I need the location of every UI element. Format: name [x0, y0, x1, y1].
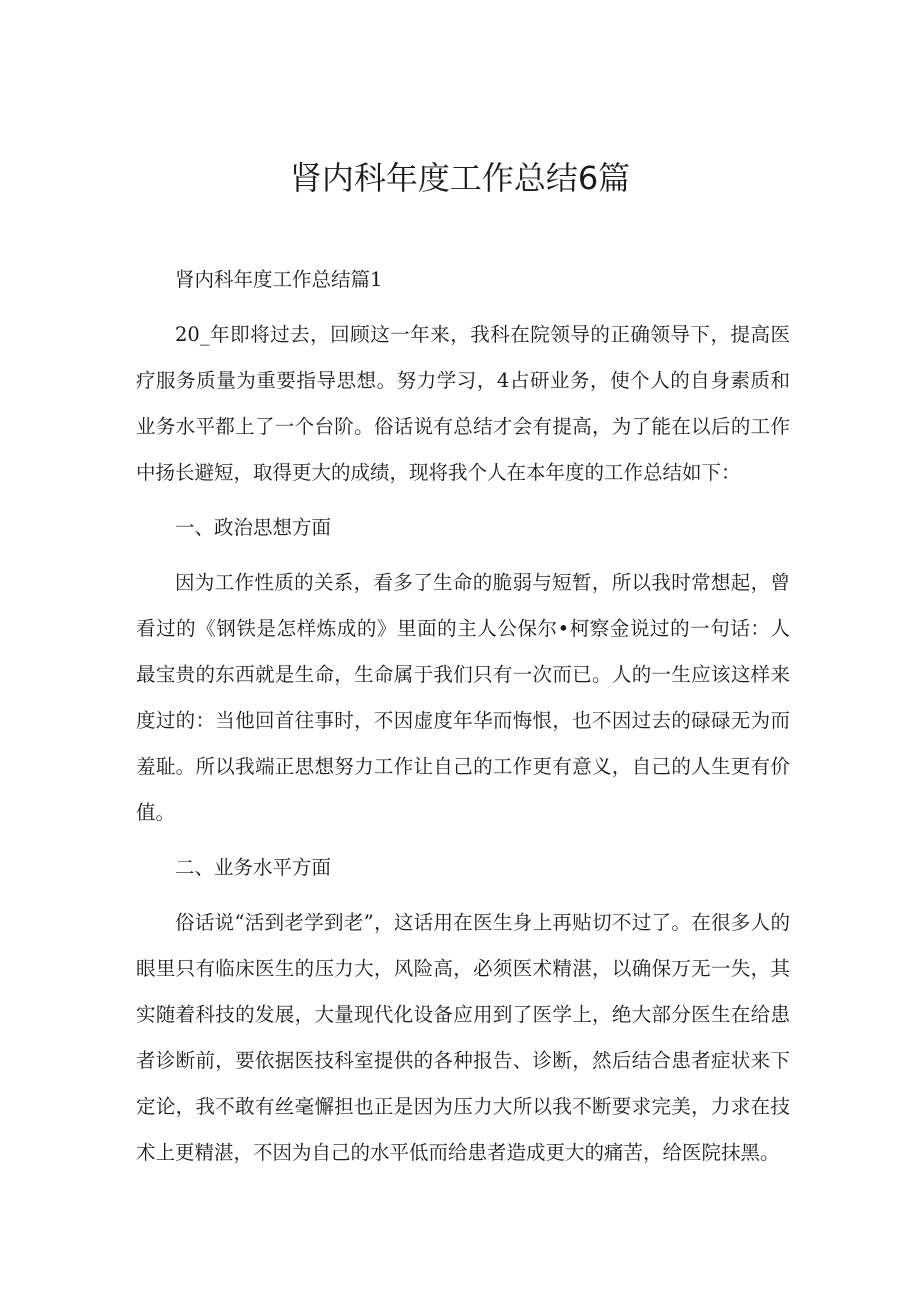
section-body-professional: 俗话说“活到老学到老”，这话用在医生身上再贴切不过了。在很多人的眼里只有临床医生的压力大，风险高，必须医术精湛，以确保万无一失，其实随着科技的发展，大量现代化设备应用到了医学上，绝大部分医生在给患者诊断前，要依据医技科室提供的各种报告、诊断，然后结合患者症状来下定论，我不敢有丝毫懈担也正是因为压力大所以我不断要求完美，力求在技术上更精湛，不因为自己的水平低而给患者造成更大的痛苦，给医院抹黑。: [136, 911, 790, 1164]
intro-paragraph: 20_年即将过去，回顾这一年来，我科在院领导的正确领导下，提高医疗服务质量为重要指导思想。努力学习，4占研业务，使个人的自身素质和业务水平都上了一个台阶。俗话说有总结才会有提高，为了能在以后的工作中扬长避短，取得更大的成绩，现将我个人在本年度的工作总结如下：: [136, 323, 790, 484]
section-body-political: 因为工作性质的关系，看多了生命的脆弱与短暂，所以我时常想起，曾看过的《钢铁是怎样炼成的》里面的主人公保尔•柯察金说过的一句话：人最宝贵的东西就是生命，生命属于我们只有一次而已。人的一生应该这样来度过的：当他回首往事时，不因虚度年华而悔恨，也不因过去的碌碌无为而羞耻。所以我端正思想努力工作让自己的工作更有意义，自己的人生更有价值。: [136, 571, 790, 824]
document-subtitle: 肾内科年度工作总结篇1: [175, 268, 383, 291]
section-heading-professional: 二、业务水平方面: [175, 856, 332, 879]
document-title: 肾内科年度工作总结6篇: [289, 159, 631, 197]
document-body: [136, 257, 790, 1176]
section-heading-political: 一、政治思想方面: [175, 516, 332, 539]
